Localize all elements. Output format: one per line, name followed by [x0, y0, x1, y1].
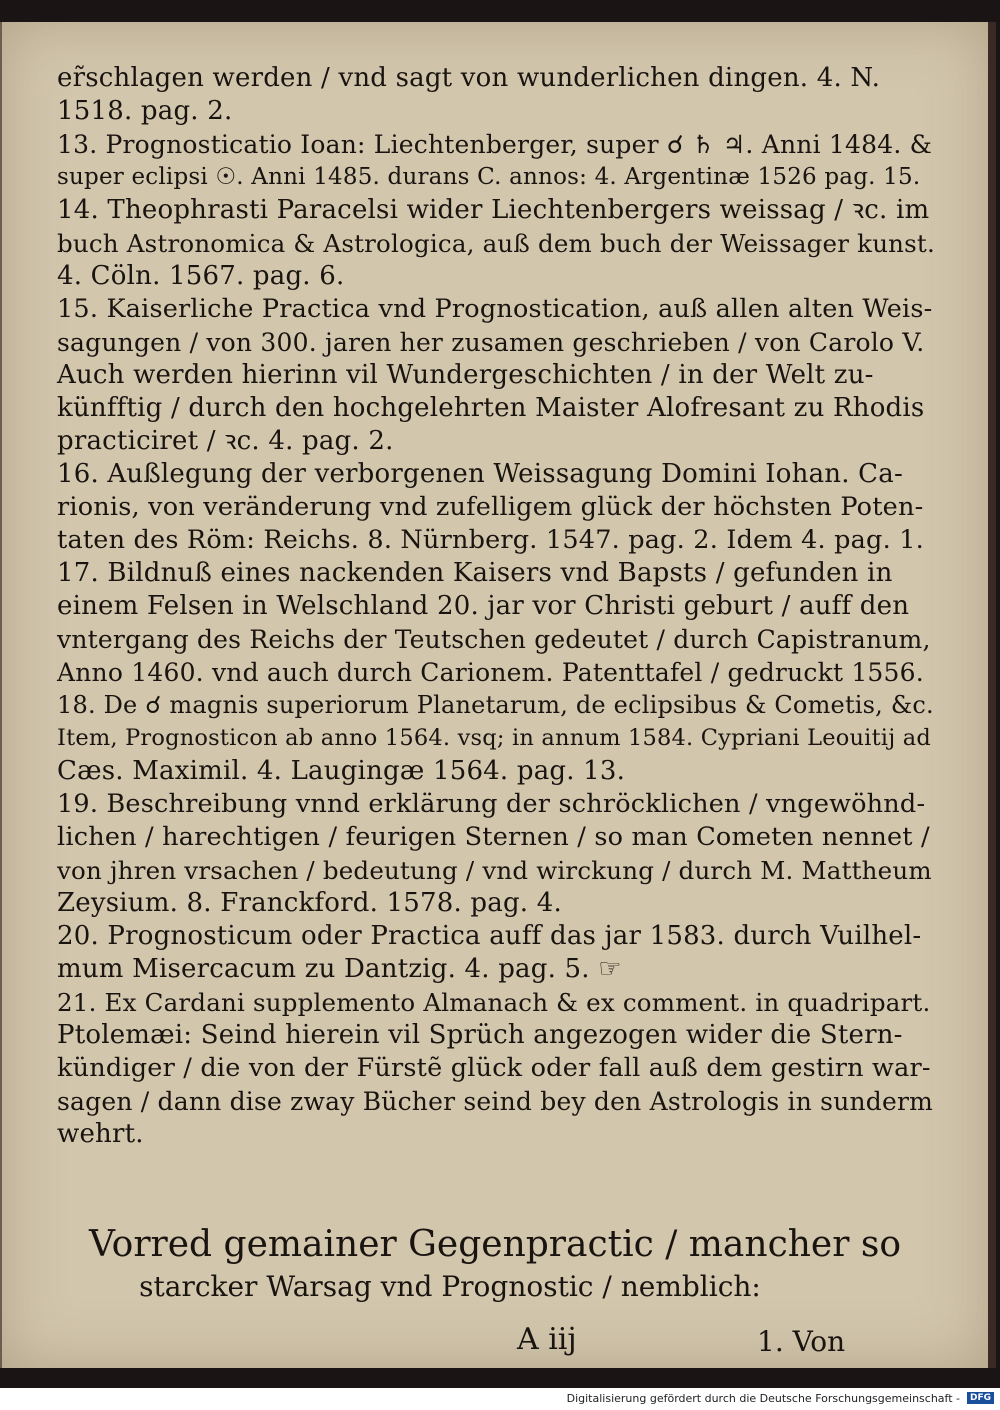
text-line: Zeysium. 8. Franckford. 1578. pag. 4. [57, 888, 562, 918]
text-line: Anno 1460. vnd auch durch Carionem. Patenttafel / gedruckt 1556. [57, 658, 924, 687]
text-line: rionis, von veränderung vnd zufelligem glück der höchsten Poten- [57, 492, 924, 522]
text-line: sagen / dann dise zway Bücher seind bey den Astrologis in sunderm [57, 1087, 934, 1116]
text-line: Auch werden hierinn vil Wundergeschichten / in der Welt zu- [57, 360, 874, 390]
text-line: Item, Prognosticon ab anno 1564. vsq; in annum 1584. Cypriani Leouitij ad [57, 725, 931, 751]
text-line: 18. De ☌ magnis superiorum Planetarum, de eclipsibus & Cometis, &c. [57, 691, 934, 719]
heading-line-1: Vorred gemainer Gegenpractic / mancher so [88, 1224, 902, 1265]
text-line: Ptolemæi: Seind hierein vil Sprüch angezogen wider die Stern- [57, 1020, 903, 1050]
text-line: 19. Beschreibung vnnd erklärung der schröcklichen / vngewöhnd- [57, 789, 926, 819]
text-line: practiciret / ꝛc. 4. pag. 2. [57, 426, 394, 456]
text-line: vntergang des Reichs der Teutschen gedeutet / durch Capistranum, [57, 625, 931, 654]
text-line: 20. Prognosticum oder Practica auff das jar 1583. durch Vuilhel- [57, 921, 922, 951]
text-line: mum Misercacum zu Dantzig. 4. pag. 5. ☞ [57, 954, 622, 984]
text-line: einem Felsen in Welschland 20. jar vor Christi geburt / auff den [57, 591, 910, 621]
text-line: 13. Prognosticatio Ioan: Liechtenberger, super ☌ ♄ ♃. Anni 1484. & [57, 130, 933, 159]
text-line: künfftig / durch den hochgelehrten Maister Alofresant zu Rhodis [57, 393, 925, 423]
text-line: von jhren vrsachen / bedeutung / vnd wirckung / durch M. Mattheum [57, 856, 932, 885]
text-line: 21. Ex Cardani supplemento Almanach & ex comment. in quadripart. [57, 988, 931, 1017]
heading-line-2: starcker Warsag vnd Prognostic / nemblich: [139, 1270, 761, 1303]
text-line: 4. Cöln. 1567. pag. 6. [57, 261, 345, 291]
catchword: 1. Von [757, 1325, 846, 1358]
text-line: 1518. pag. 2. [57, 96, 233, 126]
text-line: wehrt. [57, 1119, 144, 1149]
text-line: er̃schlagen werden / vnd sagt von wunderlichen dingen. 4. N. [57, 63, 881, 93]
text-line: kündiger / die von der Fürstẽ glück oder fall auß dem gestirn war- [57, 1053, 931, 1083]
text-line: Cæs. Maximil. 4. Laugingæ 1564. pag. 13. [57, 756, 626, 786]
text-line: 16. Außlegung der verborgenen Weissagung Domini Iohan. Ca- [57, 459, 903, 489]
text-line: buch Astronomica & Astrologica, auß dem buch der Weissager kunst. [57, 229, 935, 258]
book-page [0, 22, 996, 1368]
text-line: 14. Theophrasti Paracelsi wider Liechtenbergers weissag / ꝛc. im [57, 195, 930, 225]
text-line: taten des Röm: Reichs. 8. Nürnberg. 1547. pag. 2. Idem 4. pag. 1. [57, 525, 924, 555]
text-line: 15. Kaiserliche Practica vnd Prognostication, auß allen alten Weis- [57, 294, 933, 324]
text-line: sagungen / von 300. jaren her zusamen geschrieben / von Carolo V. [57, 328, 925, 357]
signature-mark: A iij [517, 1322, 577, 1357]
text-line: 17. Bildnuß eines nackenden Kaisers vnd Bapsts / gefunden in [57, 558, 893, 588]
section-heading [2, 1222, 988, 1306]
page-body-text [57, 62, 935, 1151]
text-line: lichen / harechtigen / feurigen Sternen / so man Cometen nennet / [57, 822, 930, 852]
dfg-logo: DFG [967, 1392, 994, 1404]
footer-credit: Digitalisierung gefördert durch die Deutsche Forschungsgemeinschaft - [566, 1392, 960, 1405]
footer-bar [0, 1388, 1000, 1410]
text-line: super eclipsi ☉. Anni 1485. durans C. annos: 4. Argentinæ 1526 pag. 15. [57, 164, 921, 190]
